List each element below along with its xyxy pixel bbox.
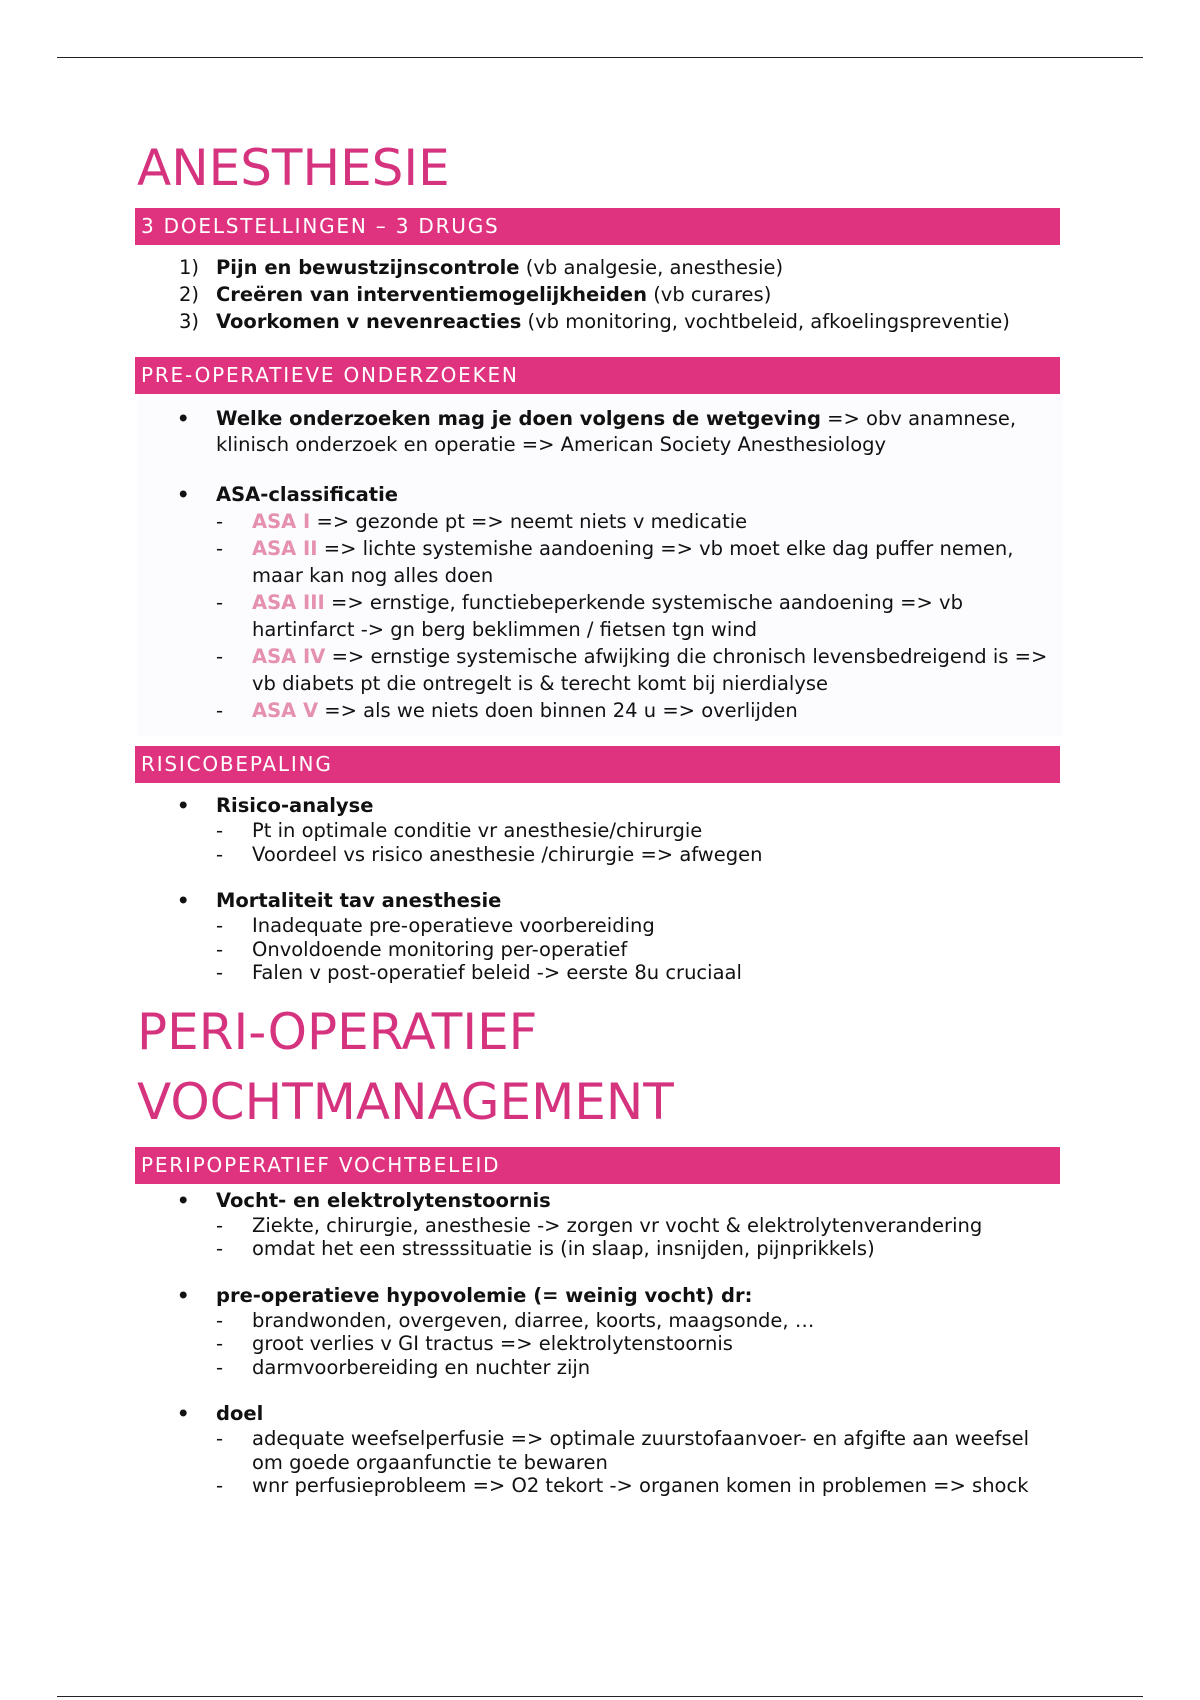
list-item: - Inadequate pre-operatieve voorbereiding bbox=[216, 914, 655, 937]
asa-list bbox=[216, 508, 1063, 724]
page-title-peri-operatief: PERI-OPERATIEF VOCHTMANAGEMENT bbox=[137, 1002, 674, 1131]
section-heading-vochtbeleid: PERIPOPERATIEF VOCHTBELEID bbox=[135, 1147, 1060, 1184]
pre-operative-panel bbox=[137, 394, 1063, 736]
fluid-list bbox=[137, 1188, 1063, 1498]
bullet-item: • Vocht- en elektrolytenstoornis - Ziekte, chirurgie, anesthesie -> zorgen vr vocht & elektrolytenverandering - omdat het een stresssituatie is (in slaap, insnijden, pijnprikkels) bbox=[137, 1188, 1063, 1261]
asa-item: - ASA I => gezonde pt => neemt niets v medicatie bbox=[216, 510, 748, 533]
asa-item: - ASA III => ernstige, functiebeperkende systemische aandoening => vb hartinfarct -> gn berg beklimmen / fietsen tgn wind bbox=[216, 591, 963, 641]
list-item: - adequate weefselperfusie => optimale zuurstofaanvoer- en afgifte aan weefsel om goede orgaanfunctie te bewaren bbox=[216, 1427, 1030, 1474]
list-item: - brandwonden, overgeven, diarree, koorts, maagsonde, … bbox=[216, 1308, 815, 1332]
list-item: - Ziekte, chirurgie, anesthesie -> zorgen vr vocht & elektrolytenverandering bbox=[216, 1213, 983, 1237]
goals-list bbox=[137, 254, 1063, 335]
asa-item: - ASA V => als we niets doen binnen 24 u => overlijden bbox=[216, 699, 798, 722]
list-item: 2) Creëren van interventiemogelijkheiden (vb curares) bbox=[179, 283, 772, 306]
list-item: - Voordeel vs risico anesthesie /chirurgie => afwegen bbox=[216, 842, 763, 866]
bullet-item: • doel - adequate weefselperfusie => optimale zuurstofaanvoer- en afgifte aan weefsel om goede orgaanfunctie te bewaren - wnr perfusieprobleem => O2 tekort -> organen komen in problemen => shock bbox=[137, 1401, 1063, 1498]
bullet-item: • Mortaliteit tav anesthesie - Inadequate pre-operatieve voorbereiding - Onvoldoende monitoring per-operatief - Falen v post-operatief beleid -> eerste 8u cruciaal bbox=[137, 888, 1063, 985]
list-item: 1) Pijn en bewustzijnscontrole (vb analgesie, anesthesie) bbox=[179, 256, 784, 279]
top-rule bbox=[57, 57, 1143, 58]
asa-item: - ASA IV => ernstige systemische afwijking die chronisch levensbedreigend is => vb diabets pt die ontregelt is & terecht komt bij nierdialyse bbox=[216, 645, 1048, 695]
list-item: - groot verlies v GI tractus => elektrolytenstoornis bbox=[216, 1332, 733, 1355]
list-item: - omdat het een stresssituatie is (in slaap, insnijden, pijnprikkels) bbox=[216, 1237, 875, 1260]
bullet-item: • ASA-classificatie - ASA I => gezonde pt => neemt niets v medicatie - ASA II => lichte systemishe aandoening => vb moet elke dag puffer nemen, maar kan nog alles doen - ASA III => ernstige, functiebeperkende systemische aandoening => vb hartinfarct -> gn berg beklimmen / fietsen tgn wind - ASA IV => ernstige systemische afwijking die chronisch levensbedreigend is => vb diabets pt die ontregelt is & terecht komt bij nierdialyse - ASA V => als we niets doen binnen 24 u => overlijden bbox=[137, 482, 1063, 724]
bullet-item: • pre-operatieve hypovolemie (= weinig vocht) dr: - brandwonden, overgeven, diarree, koorts, maagsonde, … - groot verlies v GI tractus => elektrolytenstoornis - darmvoorbereiding en nuchter zijn bbox=[137, 1283, 1063, 1380]
list-item: - Onvoldoende monitoring per-operatief bbox=[216, 937, 628, 961]
list-item: 3) Voorkomen v nevenreacties (vb monitoring, vochtbeleid, afkoelingspreventie) bbox=[179, 310, 1010, 333]
list-item: - Pt in optimale conditie vr anesthesie/chirurgie bbox=[216, 819, 703, 842]
document-content bbox=[137, 128, 1063, 1498]
asa-label: ASA IV bbox=[252, 645, 326, 668]
asa-label: ASA V bbox=[252, 699, 319, 722]
section-heading-doelstellingen: 3 DOELSTELLINGEN – 3 DRUGS bbox=[135, 208, 1060, 245]
list-item: - wnr perfusieprobleem => O2 tekort -> organen komen in problemen => shock bbox=[216, 1474, 1029, 1497]
asa-label: ASA II bbox=[252, 537, 318, 560]
risk-list bbox=[137, 793, 1063, 985]
list-item: - darmvoorbereiding en nuchter zijn bbox=[216, 1355, 591, 1379]
section-heading-pre-operatieve-onderzoeken: PRE-OPERATIEVE ONDERZOEKEN bbox=[135, 357, 1060, 394]
page-title-anesthesie: ANESTHESIE bbox=[137, 139, 450, 197]
list-item: - Falen v post-operatief beleid -> eerste 8u cruciaal bbox=[216, 961, 742, 984]
asa-item: - ASA II => lichte systemishe aandoening => vb moet elke dag puffer nemen, maar kan nog alles doen bbox=[216, 537, 1014, 587]
asa-label: ASA III bbox=[252, 591, 325, 614]
asa-label: ASA I bbox=[252, 510, 311, 533]
bottom-rule bbox=[57, 1696, 1143, 1697]
bullet-item: • Welke onderzoeken mag je doen volgens de wetgeving => obv anamnese, klinisch onderzoek en operatie => American Society Anesthesiology bbox=[177, 407, 1017, 456]
bullet-item: • Risico-analyse - Pt in optimale conditie vr anesthesie/chirurgie - Voordeel vs risico anesthesie /chirurgie => afwegen bbox=[137, 793, 1063, 866]
section-heading-risicobepaling: RISICOBEPALING bbox=[135, 746, 1060, 783]
